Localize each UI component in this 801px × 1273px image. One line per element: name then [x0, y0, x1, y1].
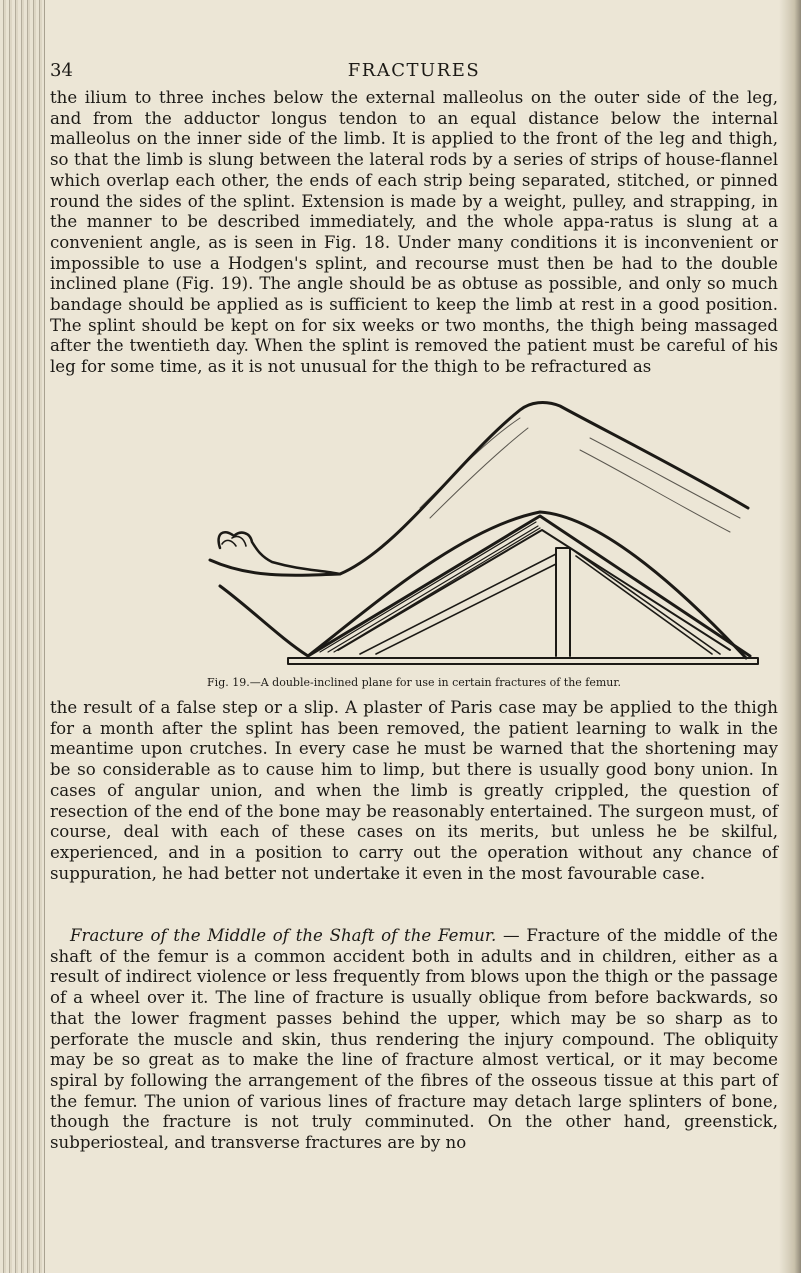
running-head: [50, 60, 778, 84]
double-inclined-plane-illustration: [160, 398, 760, 666]
toes: [222, 536, 246, 546]
center-post: [556, 548, 570, 656]
paragraph-3: [50, 926, 778, 1154]
frame-inner-outline: [338, 530, 730, 650]
paragraph-1: the ilium to three inches below the external malleolus on the outer side of the leg, and from the adductor longus tendon to an equal distance below the internal malleolus on the inner side of the limb. It is applied to the front of the leg and thigh, so that the limb is slung between the lateral rods by a series of strips of house-flannel which overlap each other, the ends of each strip being separated, stitched, or pinned round the sides of the splint. Extension is made by a weight, pulley, and strapping, in the manner to be described immediately, and the whole appa-ratus is slung at a convenient angle, as is seen in Fig. 18. Under many conditions it is inconvenient or impossible to use a Hodgen's splint, and recourse must then be had to the double inclined plane (Fig. 19). The angle should be as obtuse as possible, and only so much bandage should be applied as is sufficient to keep the limb at rest in a good position. The splint should be kept on for six weeks or two months, the thigh being massaged after the twentieth day. When the splint is removed the patient must be careful of his leg for some time, as it is not unusual for the thigh to be refractured as: [50, 88, 778, 377]
page-number: 34: [50, 60, 73, 81]
book-page: [50, 0, 778, 1273]
paragraph-3-body: Fracture of the middle of the shaft of the femur is a common accident both in adults and in children, either as a result of indirect violence or less frequently from blows upon the thigh or the passage of a wheel over it. The line of fracture is usually oblique from before backwards, so that the lower fragment passes behind the upper, which may be so sharp as to perforate the muscle and skin, thus rendering the injury compound. The obliquity may be so great as to make the line of fracture almost vertical, or it may become spiral by following the arrangement of the fibres of the osseous tissue at this part of the femur. The union of various lines of fracture may detach large splinters of bone, though the fracture is not truly comminuted. On the other hand, greenstick, subperiosteal, and transverse fractures are by no: [50, 926, 778, 1153]
paragraph-2: the result of a false step or a slip. A plaster of Paris case may be applied to the thigh for a month after the splint has been removed, the patient learning to walk in the meantime upon crutches. In every case he must be warned that the shortening may be so considerable as to cause him to limp, but there is usually good bony union. In cases of angular union, and when the limb is greatly crippled, the question of resection of the end of the bone may be reasonably entertained. The surgeon must, of course, deal with each of these cases on its merits, but unless he be skilful, experienced, and in a position to carry out the operation without any chance of suppuration, he had better not undertake it even in the most favourable case.: [50, 698, 778, 883]
frame-hatching-left: [320, 522, 540, 652]
section-heading: Fracture of the Middle of the Shaft of the Femur.: [70, 926, 497, 945]
figure-caption: Fig. 19.—A double-inclined plane for use in certain fractures of the femur.: [207, 676, 621, 689]
book-binding-edge: [0, 0, 45, 1273]
running-title: FRACTURES: [347, 60, 481, 81]
leg-outline-bottom: [220, 512, 746, 658]
base-board: [288, 658, 758, 664]
page-edge-shadow: [779, 0, 801, 1273]
leg-outline-top: [210, 403, 748, 576]
figure-double-inclined-plane: [160, 398, 760, 666]
heading-dash: —: [496, 926, 527, 945]
